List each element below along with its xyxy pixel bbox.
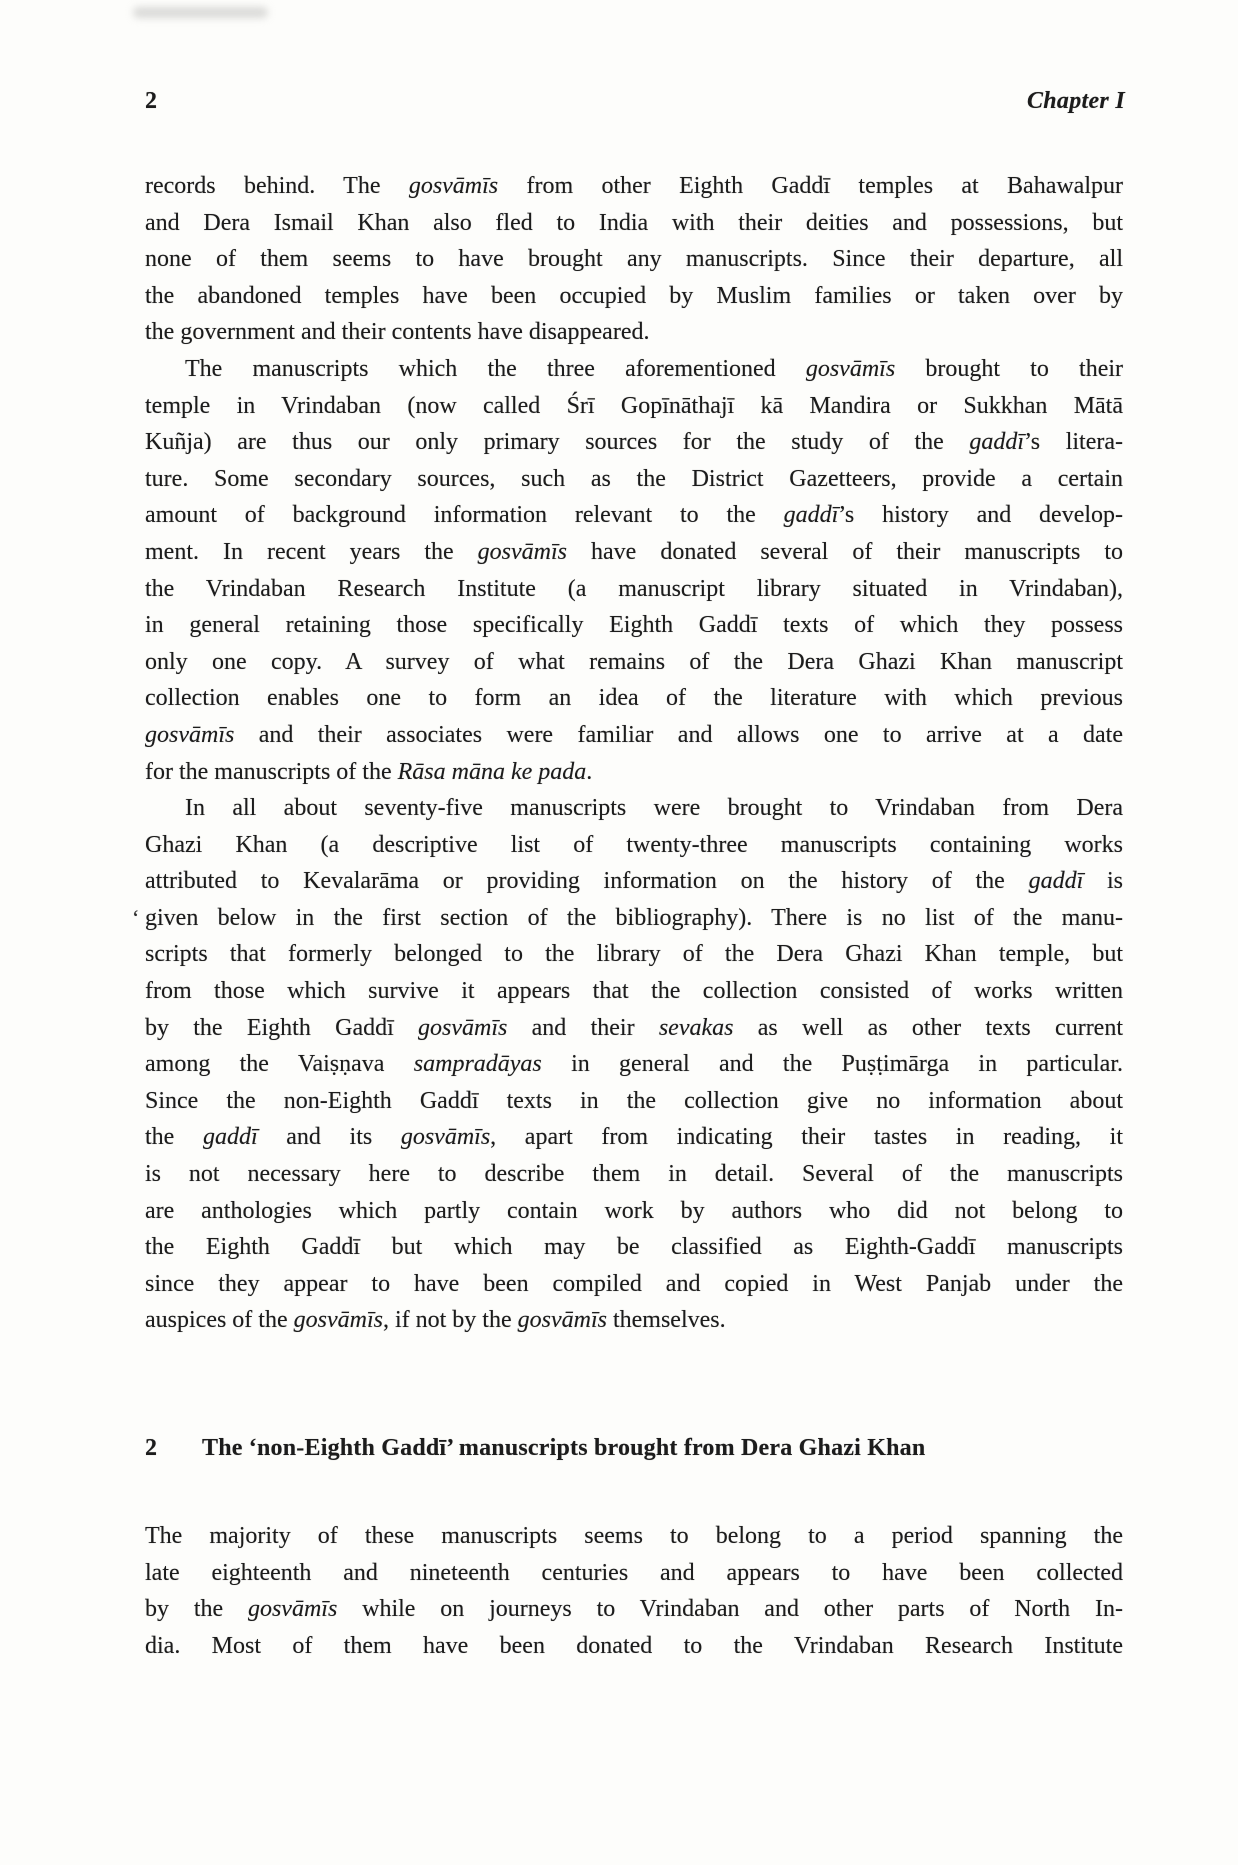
text-line: among the Vaiṣṇava sampradāyas in general and the Puṣṭimārga in particular.: [145, 1051, 1124, 1078]
page-number: 2: [145, 88, 157, 114]
text-line: Since the non-Eighth Gaddī texts in the collection give no information about: [145, 1087, 1123, 1114]
text-line: by the gosvāmīs while on journeys to Vrindaban and other parts of North In-: [145, 1596, 1123, 1623]
text-line: only one copy. A survey of what remains of the Dera Ghazi Khan manuscript: [145, 648, 1123, 675]
text-line: from those which survive it appears that the collection consisted of works written: [145, 978, 1123, 1005]
paragraph: [145, 168, 1123, 351]
section-heading: [145, 1430, 1123, 1466]
text-line: none of them seems to have brought any manuscripts. Since their departure, all: [145, 246, 1123, 273]
paragraph: [145, 1518, 1123, 1664]
section-title: The ‘non-Eighth Gaddī’ manuscripts brought from Dera Ghazi Khan: [202, 1435, 926, 1461]
text-line: are anthologies which partly contain work by authors who did not belong to: [145, 1197, 1123, 1224]
section-number: 2: [145, 1435, 158, 1461]
text-line: The manuscripts which the three aforementioned gosvāmīs brought to their: [185, 355, 1124, 382]
text-line: Ghazi Khan (a descriptive list of twenty-three manuscripts containing works: [145, 831, 1123, 858]
text-line: in general retaining those specifically Eighth Gaddī texts of which they possess: [145, 612, 1123, 639]
body-text-after-heading: [145, 1518, 1123, 1664]
margin-stray-mark: ‘: [132, 905, 140, 930]
text-line: ment. In recent years the gosvāmīs have donated several of their manuscripts to: [145, 538, 1123, 565]
paragraph: [145, 351, 1123, 790]
text-line: late eighteenth and nineteenth centuries and appears to have been collected: [145, 1559, 1123, 1586]
text-line: for the manuscripts of the Rāsa māna ke pada.: [145, 758, 593, 785]
text-line: attributed to Kevalarāma or providing information on the history of the gaddī is: [145, 868, 1123, 895]
text-line: the Vrindaban Research Institute (a manuscript library situated in Vrindaban),: [145, 575, 1123, 602]
text-line: by the Eighth Gaddī gosvāmīs and their sevakas as well as other texts current: [145, 1014, 1124, 1041]
text-line: collection enables one to form an idea of the literature with which previous: [145, 685, 1123, 712]
text-line: the abandoned temples have been occupied by Muslim families or taken over by: [145, 282, 1123, 309]
text-line: since they appear to have been compiled and copied in West Panjab under the: [145, 1270, 1123, 1297]
paragraph: [145, 790, 1123, 1339]
text-line: the Eighth Gaddī but which may be classified as Eighth-Gaddī manuscripts: [145, 1234, 1123, 1261]
text-line: In all about seventy-five manuscripts were brought to Vrindaban from Dera: [185, 795, 1123, 822]
chapter-running-title: Chapter I: [1026, 88, 1125, 114]
scan-smudge-artifact: [133, 7, 268, 18]
text-line: amount of background information relevant to the gaddī’s history and develop-: [145, 502, 1124, 529]
text-line: ture. Some secondary sources, such as the District Gazetteers, provide a certain: [145, 465, 1123, 492]
text-line: gosvāmīs and their associates were familiar and allows one to arrive at a date: [145, 721, 1123, 748]
text-line: auspices of the gosvāmīs, if not by the gosvāmīs themselves.: [145, 1307, 726, 1334]
page-header: [145, 84, 1125, 118]
text-line: the gaddī and its gosvāmīs, apart from indicating their tastes in reading, it: [145, 1124, 1124, 1151]
text-line: records behind. The gosvāmīs from other Eighth Gaddī temples at Bahawalpur: [145, 173, 1123, 199]
text-line: The majority of these manuscripts seems to belong to a period spanning the: [145, 1523, 1123, 1549]
text-line: dia. Most of them have been donated to the Vrindaban Research Institute: [145, 1632, 1123, 1659]
text-line: temple in Vrindaban (now called Śrī Gopīnāthajī kā Mandira or Sukkhan Mātā: [145, 392, 1123, 419]
text-line: the government and their contents have disappeared.: [145, 319, 650, 346]
text-line: Kuñja) are thus our only primary sources for the study of the gaddī’s litera-: [145, 429, 1123, 456]
text-line: and Dera Ismail Khan also fled to India with their deities and possessions, but: [145, 209, 1123, 236]
text-line: is not necessary here to describe them in detail. Several of the manuscripts: [145, 1161, 1123, 1188]
text-line: given below in the first section of the bibliography). There is no list of the manu-: [145, 904, 1123, 931]
text-line: scripts that formerly belonged to the library of the Dera Ghazi Khan temple, but: [145, 941, 1123, 968]
body-text: [145, 168, 1123, 1339]
